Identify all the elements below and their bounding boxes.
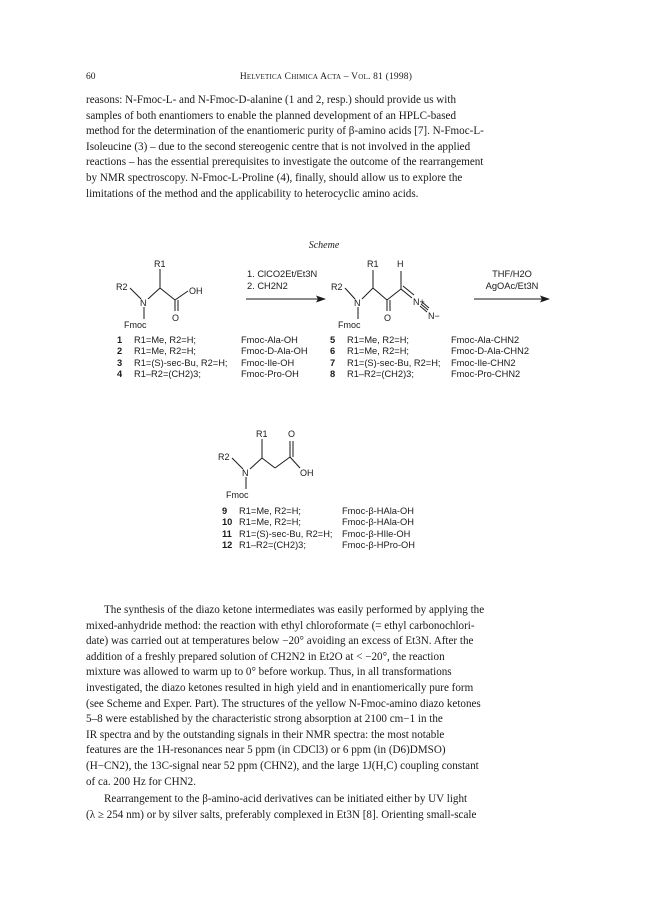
compound-number: 4 — [117, 369, 123, 380]
compound-row — [330, 335, 570, 346]
fmoc-label: Fmoc — [338, 320, 361, 330]
reagents-step-1 — [247, 268, 317, 292]
compound-row — [117, 369, 297, 380]
compound-name: Fmoc-Ile-CHN2 — [451, 357, 516, 368]
text-line: Rearrangement to the β-amino-acid derivatives can be initiated either by UV light — [104, 793, 468, 805]
text-line: (see Scheme and Exper. Part). The structures of the yellow N-Fmoc-amino diazo ketones — [86, 697, 481, 710]
text-line: of ca. 200 Hz for CHN2. — [86, 775, 196, 788]
scheme-title: Scheme — [308, 240, 340, 251]
compound-substituents: R1=Me, R2=H; — [134, 346, 197, 357]
compound-number: 5 — [330, 335, 336, 345]
body-paragraph-1 — [86, 603, 566, 790]
running-header — [86, 72, 566, 86]
compound-number: 11 — [222, 528, 232, 539]
compound-list-acids — [117, 335, 308, 381]
page-number: 60 — [86, 72, 96, 82]
r1-label: R1 — [256, 429, 268, 439]
reaction-arrow-1 — [244, 294, 328, 304]
n-label: N — [242, 468, 249, 478]
reaction-arrow-2 — [470, 294, 554, 304]
n-plus-label: N+ — [413, 297, 425, 307]
h-label: H — [397, 259, 404, 269]
structure-amino-acid — [110, 255, 230, 335]
n-label: N — [354, 298, 361, 308]
compound-number: 3 — [117, 357, 123, 368]
o-label: O — [384, 313, 392, 323]
compound-row — [222, 506, 462, 517]
compound-substituents: R1=(S)-sec-Bu, R2=H; — [134, 357, 228, 368]
text-line: reactions – has the essential prerequisites to investigate the outcome of the rearrangement — [86, 156, 484, 169]
compound-name: Fmoc-β-HAla-OH — [342, 517, 414, 528]
reagent-line: THF/H2O — [492, 269, 532, 279]
compound-substituents: R1=Me, R2=H; — [347, 346, 410, 357]
r1-label: R1 — [367, 259, 379, 269]
journal-title: Helvetica Chimica Acta – Vol. 81 (1998) — [239, 72, 413, 82]
reagent-line: 2. CH2N2 — [247, 281, 288, 291]
compound-substituents: R1=Me, R2=H; — [239, 506, 302, 516]
compound-list-diazoketones — [330, 335, 570, 381]
text-line: addition of a freshly prepared solution of CH2N2 in Et2O at < −20°, the reaction — [86, 650, 445, 663]
compound-number: 8 — [330, 369, 336, 380]
compound-name: Fmoc-D-Ala-OH — [241, 346, 308, 357]
compound-number: 9 — [222, 506, 228, 516]
compound-name: Fmoc-β-HIle-OH — [342, 528, 411, 539]
compound-name: Fmoc-D-Ala-CHN2 — [451, 346, 529, 357]
compound-number: 1 — [117, 335, 123, 345]
compound-number: 7 — [330, 357, 336, 368]
oh-label: OH — [189, 286, 203, 296]
text-line: samples of both enantiomers to enable the planned development of an HPLC-based — [86, 109, 456, 122]
text-line: Isoleucine (3) – due to the second stereogenic centre that is not involved in the applied — [86, 140, 471, 153]
reagent-line: AgOAc/Et3N — [485, 281, 539, 291]
text-line: limitations of the method and the applicability to heterocyclic amino acids. — [86, 187, 419, 200]
compound-row — [117, 335, 297, 346]
compound-row — [222, 529, 462, 540]
compound-row — [330, 346, 570, 357]
compound-substituents: R1=(S)-sec-Bu, R2=H; — [239, 528, 333, 539]
compound-number: 10 — [222, 517, 233, 528]
text-line: (H−CN2), the 13C-signal near 52 ppm (CHN2), and the large 1J(H,C) coupling constant — [86, 759, 479, 772]
fmoc-label: Fmoc — [124, 320, 147, 330]
o-label: O — [172, 313, 180, 323]
text-line: features are the 1H-resonances near 5 ppm (in CDCl3) or 6 ppm (in (D6)DMSO) — [86, 744, 446, 757]
r2-label: R2 — [331, 282, 343, 292]
compound-substituents: R1=Me, R2=H; — [134, 335, 197, 345]
text-line: by NMR spectroscopy. N-Fmoc-L-Proline (4), finally, should allow us to explore the — [86, 171, 463, 184]
reagents-step-2 — [477, 268, 547, 292]
compound-name: Fmoc-Ala-OH — [241, 335, 298, 345]
compound-substituents: R1=Me, R2=H; — [239, 517, 302, 528]
compound-name: Fmoc-Pro-OH — [241, 369, 299, 380]
compound-name: Fmoc-β-HPro-OH — [342, 540, 416, 551]
compound-substituents: R1–R2=(CH2)3; — [347, 369, 414, 380]
text-line: mixed-anhydride method: the reaction with ethyl chloroformate (= ethyl carbonochlori- — [86, 619, 475, 632]
r1-label: R1 — [154, 259, 166, 269]
text-line: (λ ≥ 254 nm) or by silver salts, preferably complexed in Et3N [8]. Orienting small-scale — [86, 808, 477, 821]
o-label: O — [288, 429, 296, 439]
r2-label: R2 — [116, 282, 128, 292]
compound-row — [330, 358, 570, 369]
body-paragraph-2 — [86, 792, 566, 823]
compound-name: Fmoc-β-HAla-OH — [342, 506, 414, 516]
structure-diazoketone — [327, 255, 447, 335]
intro-paragraph — [86, 93, 566, 202]
reagent-line: 1. ClCO2Et/Et3N — [247, 269, 318, 279]
compound-row — [117, 346, 308, 357]
text-line: reasons: N-Fmoc-L- and N-Fmoc-D-alanine (1 and 2, resp.) should provide us with — [86, 94, 457, 106]
compound-name: Fmoc-Ile-OH — [241, 357, 295, 368]
compound-substituents: R1–R2=(CH2)3; — [239, 540, 306, 551]
text-line: investigated, the diazo ketones resulted in high yield and in enantiomerically pure form — [86, 681, 474, 694]
text-line: method for the determination of the enantiomeric purity of β-amino acids [7]. N-Fmoc-L- — [86, 125, 484, 138]
n-label: N — [140, 298, 147, 308]
compound-substituents: R1–R2=(CH2)3; — [134, 369, 201, 380]
text-line: The synthesis of the diazo ketone intermediates was easily performed by applying the — [104, 604, 485, 616]
compound-number: 12 — [222, 540, 233, 551]
compound-row — [222, 517, 462, 528]
compound-row — [117, 358, 297, 369]
compound-name: Fmoc-Pro-CHN2 — [451, 369, 521, 380]
compound-number: 6 — [330, 346, 336, 357]
structure-beta-amino-acid — [212, 425, 332, 505]
text-line: 5–8 were established by the characteristic strong absorption at 2100 cm−1 in the — [86, 713, 443, 726]
compound-substituents: R1=Me, R2=H; — [347, 335, 410, 345]
text-line: IR spectra and by the outstanding signals in their NMR spectra: the most notable — [86, 728, 445, 741]
fmoc-label: Fmoc — [226, 490, 249, 500]
text-line: mixture was allowed to warm up to 0° before workup. Thus, in all transformations — [86, 666, 452, 679]
text-line: date) was carried out at temperatures below −20° avoiding an excess of Et3N. After the — [86, 635, 474, 648]
compound-row — [222, 540, 462, 551]
n-minus-label: N− — [428, 311, 440, 321]
r2-label: R2 — [218, 452, 230, 462]
compound-name: Fmoc-Ala-CHN2 — [451, 335, 520, 345]
compound-list-beta-acids — [222, 506, 462, 552]
compound-row — [330, 369, 570, 380]
compound-substituents: R1=(S)-sec-Bu, R2=H; — [347, 357, 441, 368]
oh-label: OH — [300, 468, 314, 478]
compound-number: 2 — [117, 346, 123, 357]
